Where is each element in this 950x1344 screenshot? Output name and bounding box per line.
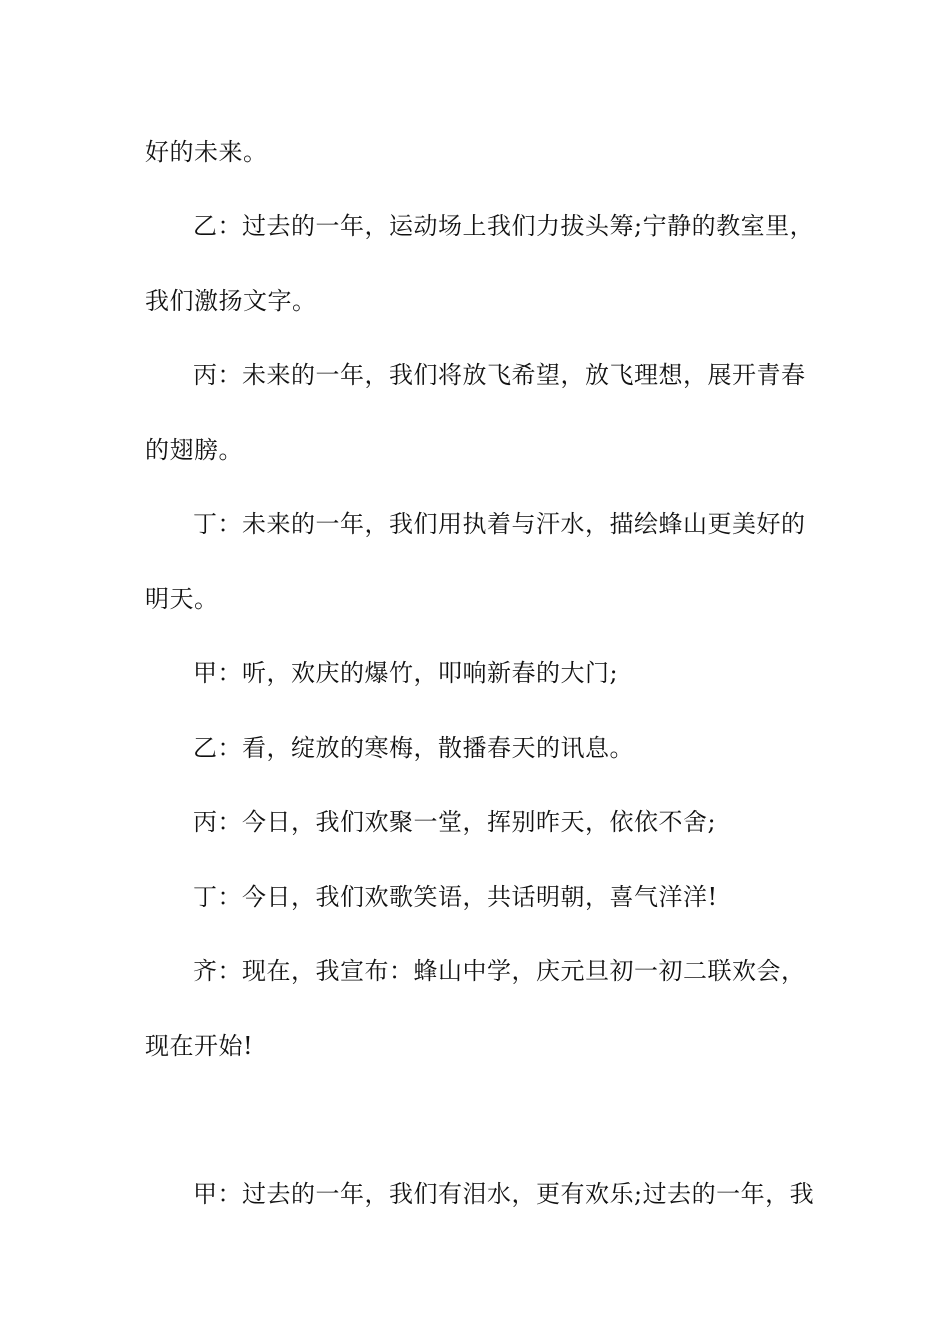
text-line: 现在开始! [145, 1032, 254, 1060]
text-line: 明天。 [145, 585, 219, 613]
text-line: 甲：听，欢庆的爆竹，叩响新春的大门; [193, 659, 619, 687]
text-line: 甲：过去的一年，我们有泪水，更有欢乐;过去的一年，我 [193, 1180, 815, 1208]
text-line: 丁：今日，我们欢歌笑语，共话明朝，喜气洋洋! [193, 883, 718, 911]
text-line: 丁：未来的一年，我们用执着与汗水，描绘蜂山更美好的 [193, 510, 806, 538]
text-line: 丙：今日，我们欢聚一堂，挥别昨天，依依不舍; [193, 808, 717, 836]
text-line: 我们激扬文字。 [145, 287, 317, 315]
text-line: 的翅膀。 [145, 436, 243, 464]
text-line: 齐：现在，我宣布：蜂山中学，庆元旦初一初二联欢会， [193, 957, 806, 985]
text-line: 丙：未来的一年，我们将放飞希望，放飞理想，展开青春 [193, 361, 806, 389]
text-line: 乙：看，绽放的寒梅，散播春天的讯息。 [193, 734, 634, 762]
text-line: 好的未来。 [145, 138, 268, 166]
text-line: 乙：过去的一年，运动场上我们力拔头筹;宁静的教室里， [193, 212, 815, 240]
